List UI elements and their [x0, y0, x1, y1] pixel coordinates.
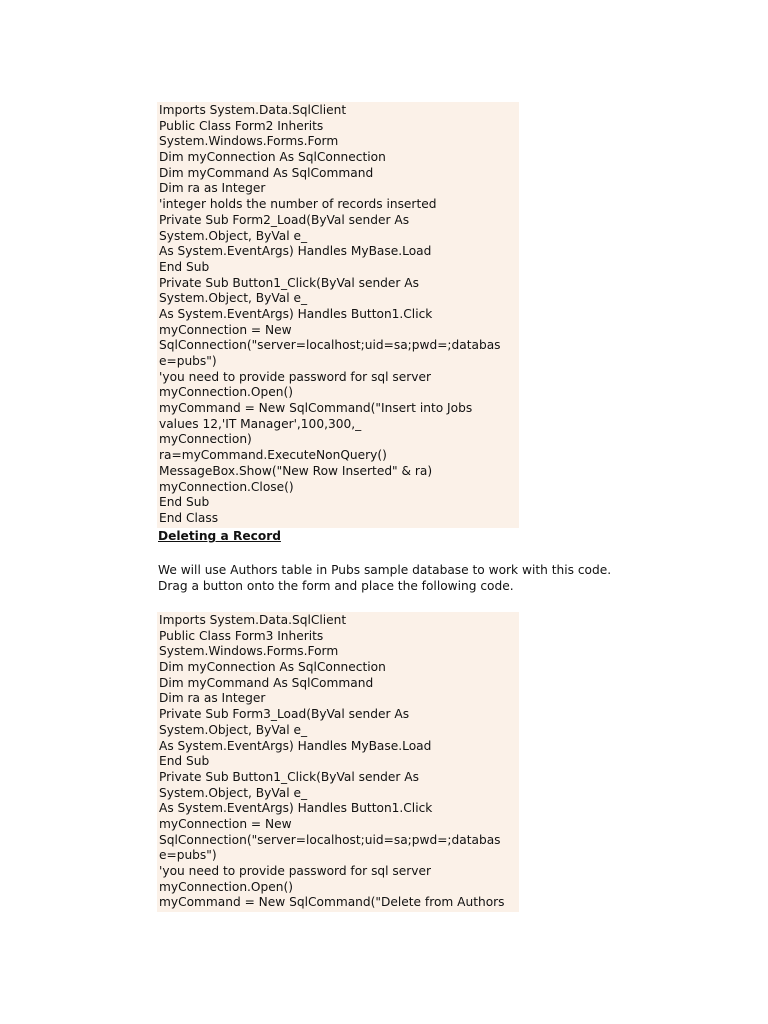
- code-line: Dim ra as Integer: [159, 691, 266, 706]
- code-line: System.Object, ByVal e_: [159, 291, 308, 306]
- code-line: Private Sub Button1_Click(ByVal sender As: [159, 769, 419, 784]
- section-heading: Deleting a Record: [158, 529, 281, 543]
- code-line: End Sub: [159, 495, 210, 510]
- code-line: Public Class Form2 Inherits: [159, 118, 324, 133]
- code-line: myConnection): [159, 432, 252, 447]
- code-line: End Sub: [159, 754, 210, 769]
- code-block-delete: [157, 612, 519, 912]
- code-line: Public Class Form3 Inherits: [159, 628, 324, 643]
- code-line: myConnection.Open(): [159, 385, 293, 400]
- code-line: As System.EventArgs) Handles Button1.Click: [159, 801, 433, 816]
- code-line: Private Sub Form2_Load(ByVal sender As: [159, 212, 410, 227]
- code-line: System.Object, ByVal e_: [159, 785, 308, 800]
- code-line: 'integer holds the number of records inserted: [159, 197, 437, 212]
- code-line: Dim myConnection As SqlConnection: [159, 150, 386, 165]
- code-line: System.Windows.Forms.Form: [159, 134, 339, 149]
- section-paragraph: We will use Authors table in Pubs sample database to work with this code. Drag a button onto the form and place the following code.: [158, 563, 612, 593]
- code-line: myConnection = New: [159, 816, 292, 831]
- code-line: Dim myCommand As SqlCommand: [159, 165, 374, 180]
- code-line: values 12,'IT Manager',100,300,_: [159, 416, 362, 431]
- code-line: System.Object, ByVal e_: [159, 228, 308, 243]
- code-line: Dim myCommand As SqlCommand: [159, 675, 374, 690]
- code-line: End Class: [159, 510, 219, 525]
- code-line: End Sub: [159, 259, 210, 274]
- code-line: ra=myCommand.ExecuteNonQuery(): [159, 448, 387, 463]
- code-line: e=pubs"): [159, 848, 217, 863]
- code-line: myConnection.Open(): [159, 879, 293, 894]
- code-line: SqlConnection("server=localhost;uid=sa;pwd=;databas: [159, 832, 501, 847]
- code-block-insert: [157, 102, 519, 528]
- code-line: As System.EventArgs) Handles MyBase.Load: [159, 244, 432, 259]
- code-line: myCommand = New SqlCommand("Delete from Authors: [159, 895, 505, 910]
- code-line: System.Object, ByVal e_: [159, 722, 308, 737]
- code-line: As System.EventArgs) Handles MyBase.Load: [159, 738, 432, 753]
- code-line: Dim myConnection As SqlConnection: [159, 660, 386, 675]
- code-line: myConnection = New: [159, 322, 292, 337]
- code-line: Imports System.Data.SqlClient: [159, 613, 347, 627]
- code-line: System.Windows.Forms.Form: [159, 644, 339, 659]
- code-line: 'you need to provide password for sql server: [159, 864, 431, 878]
- code-line: 'you need to provide password for sql server: [159, 369, 431, 384]
- code-line: e=pubs"): [159, 354, 217, 368]
- code-line: Dim ra as Integer: [159, 181, 266, 196]
- code-line: As System.EventArgs) Handles Button1.Click: [159, 306, 433, 321]
- code-line: MessageBox.Show("New Row Inserted" & ra): [159, 463, 433, 478]
- code-line: Private Sub Form3_Load(ByVal sender As: [159, 707, 410, 722]
- code-line: myCommand = New SqlCommand("Insert into Jobs: [159, 401, 473, 416]
- code-line: Imports System.Data.SqlClient: [159, 103, 347, 117]
- code-line: myConnection.Close(): [159, 479, 294, 494]
- code-line: Private Sub Button1_Click(ByVal sender As: [159, 275, 419, 290]
- code-line: SqlConnection("server=localhost;uid=sa;pwd=;databas: [159, 338, 501, 353]
